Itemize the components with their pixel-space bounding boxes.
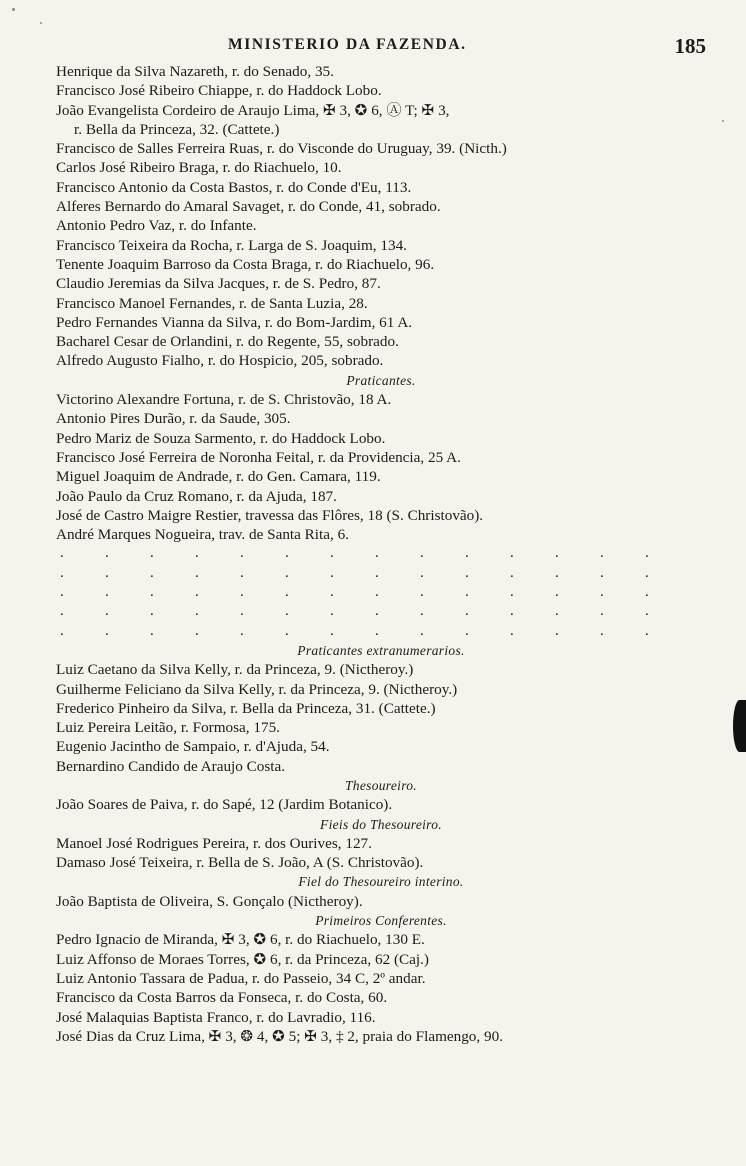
directory-entry: Francisco Teixeira da Rocha, r. Larga de S. Joaquim, 134. — [56, 236, 407, 254]
directory-entry: João Evangelista Cordeiro de Araujo Lima, ✠ 3, ✪ 6, Ⓐ T; ✠ 3, — [56, 101, 450, 119]
directory-entry: Alfredo Augusto Fialho, r. do Hospicio, 205, sobrado. — [56, 352, 384, 370]
directory-entry: Francisco Antonio da Costa Bastos, r. do Conde d'Eu, 113. — [56, 178, 412, 196]
page-number: 185 — [674, 34, 706, 58]
directory-entry: Tenente Joaquim Barroso da Costa Braga, r. do Riachuelo, 96. — [56, 255, 435, 273]
directory-entry: Manoel José Rodrigues Pereira, r. dos Ourives, 127. — [56, 834, 372, 852]
directory-entry: Francisco José Ribeiro Chiappe, r. do Haddock Lobo. — [56, 82, 382, 100]
directory-entry: Antonio Pedro Vaz, r. do Infante. — [56, 217, 257, 235]
directory-entry: Francisco José Ferreira de Noronha Feital, r. da Providencia, 25 A. — [56, 448, 461, 466]
directory-entry: Damaso José Teixeira, r. Bella de S. João, A (S. Christovão). — [56, 854, 424, 872]
paper-speck — [12, 8, 15, 11]
directory-entry: Francisco Manoel Fernandes, r. de Santa Luzia, 28. — [56, 294, 368, 312]
directory-entry: Miguel Joaquim de Andrade, r. do Gen. Camara, 119. — [56, 468, 381, 486]
elision-dots: . . . . . . . . . . . . . . — [60, 564, 649, 581]
directory-entry: Alferes Bernardo do Amaral Savaget, r. do Conde, 41, sobrado. — [56, 198, 441, 216]
directory-entry: Pedro Ignacio de Miranda, ✠ 3, ✪ 6, r. do Riachuelo, 130 E. — [56, 931, 425, 949]
section-heading: Fiel do Thesoureiro interino. — [298, 874, 464, 890]
directory-entry: Henrique da Silva Nazareth, r. do Senado, 35. — [56, 63, 334, 80]
directory-listing — [56, 62, 706, 1046]
elision-dots: . . . . . . . . . . . . . . — [60, 584, 649, 601]
elision-dots: . . . . . . . . . . . . . . — [60, 622, 649, 639]
directory-entry: João Baptista de Oliveira, S. Gonçalo (Nictheroy). — [56, 892, 363, 910]
section-heading: Praticantes extranumerarios. — [297, 642, 465, 658]
directory-entry: Frederico Pinheiro da Silva, r. Bella da Princeza, 31. (Cattete.) — [56, 699, 436, 717]
directory-entry: Luiz Affonso de Moraes Torres, ✪ 6, r. da Princeza, 62 (Caj.) — [56, 950, 429, 968]
section-heading: Thesoureiro. — [345, 777, 417, 793]
directory-entry: José de Castro Maigre Restier, travessa das Flôres, 18 (S. Christovão). — [56, 506, 484, 524]
directory-entry: Victorino Alexandre Fortuna, r. de S. Christovão, 18 A. — [56, 391, 392, 409]
directory-entry: José Dias da Cruz Lima, ✠ 3, ❂ 4, ✪ 5; ✠ 3, ‡ 2, praia do Flamengo, 90. — [56, 1027, 503, 1045]
directory-entry: Pedro Fernandes Vianna da Silva, r. do Bom-Jardim, 61 A. — [56, 313, 413, 331]
directory-entry: Luiz Caetano da Silva Kelly, r. da Princeza, 9. (Nictheroy.) — [56, 661, 414, 679]
directory-entry: Luiz Pereira Leitão, r. Formosa, 175. — [56, 719, 280, 737]
entry-continuation: r. Bella da Princeza, 32. (Cattete.) — [74, 120, 280, 138]
directory-entry: Bacharel Cesar de Orlandini, r. do Regente, 55, sobrado. — [56, 333, 399, 351]
directory-entry: José Malaquias Baptista Franco, r. do Lavradio, 116. — [56, 1008, 376, 1026]
paper-speck — [40, 22, 42, 24]
page-header — [60, 34, 706, 58]
directory-entry: Carlos José Ribeiro Braga, r. do Riachuelo, 10. — [56, 159, 342, 177]
section-heading: Fieis do Thesoureiro. — [320, 816, 442, 832]
elision-dots: . . . . . . . . . . . . . . — [60, 545, 649, 562]
directory-entry: Eugenio Jacintho de Sampaio, r. d'Ajuda, 54. — [56, 738, 330, 756]
directory-entry: Antonio Pires Durão, r. da Saude, 305. — [56, 410, 291, 428]
directory-entry: João Paulo da Cruz Romano, r. da Ajuda, 187. — [56, 487, 337, 505]
elision-dots: . . . . . . . . . . . . . . — [60, 603, 649, 620]
directory-entry: André Marques Nogueira, trav. de Santa Rita, 6. — [56, 526, 349, 544]
directory-entry: Luiz Antonio Tassara de Padua, r. do Passeio, 34 C, 2º andar. — [56, 969, 426, 987]
section-heading: Praticantes. — [346, 372, 416, 388]
directory-entry: Pedro Mariz de Souza Sarmento, r. do Haddock Lobo. — [56, 429, 386, 447]
directory-entry: Bernardino Candido de Araujo Costa. — [56, 757, 286, 775]
section-heading: Primeiros Conferentes. — [315, 913, 447, 929]
directory-entry: Francisco de Salles Ferreira Ruas, r. do Visconde do Uruguay, 39. (Nicth.) — [56, 140, 507, 158]
paper-speck — [722, 120, 724, 122]
ink-blot — [733, 700, 746, 752]
directory-entry: Claudio Jeremias da Silva Jacques, r. de S. Pedro, 87. — [56, 275, 381, 293]
directory-entry: Guilherme Feliciano da Silva Kelly, r. da Princeza, 9. (Nictheroy.) — [56, 680, 458, 698]
directory-entry: João Soares de Paiva, r. do Sapé, 12 (Jardim Botanico). — [56, 796, 393, 814]
directory-entry: Francisco da Costa Barros da Fonseca, r. do Costa, 60. — [56, 989, 388, 1007]
running-title: MINISTERIO DA FAZENDA. — [228, 36, 467, 53]
